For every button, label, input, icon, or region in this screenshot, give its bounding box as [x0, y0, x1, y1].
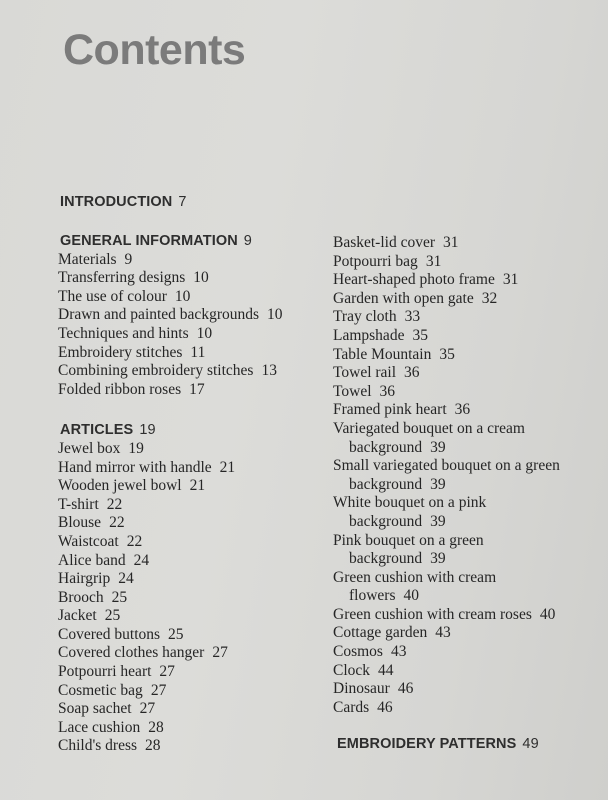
entry-page: 25 — [168, 625, 184, 643]
toc-entry — [58, 288, 328, 307]
toc-entry — [58, 269, 328, 288]
entry-page: 31 — [425, 252, 442, 270]
entry-title: Table Mountain — [333, 345, 432, 363]
entry-page: 10 — [196, 324, 213, 342]
entry-title: Green cushion with cream roses — [333, 605, 532, 623]
entry-page: 35 — [412, 326, 428, 344]
entry-title: Lace cushion — [58, 718, 141, 736]
entry-page: 39 — [430, 438, 446, 456]
toc-entry — [58, 607, 328, 626]
entry-page: 24 — [133, 551, 150, 569]
toc-entry-continuation — [333, 587, 593, 606]
toc-entry-continuation — [333, 439, 593, 458]
toc-entry — [333, 662, 593, 681]
heading-label: GENERAL INFORMATION — [60, 233, 238, 249]
toc-entry — [333, 606, 593, 625]
entry-page: 36 — [379, 382, 396, 400]
toc-entry — [58, 682, 328, 701]
entry-page: 31 — [443, 234, 459, 251]
entry-page: 10 — [267, 306, 283, 324]
entry-title: Waistcoat — [58, 532, 119, 550]
entry-title: Pink bouquet on a green — [333, 531, 484, 549]
entry-title: Cards — [333, 698, 370, 716]
entry-title: Hairgrip — [58, 570, 111, 588]
toc-entry — [58, 552, 328, 571]
toc-entry — [58, 737, 328, 756]
entry-page: 39 — [430, 512, 446, 530]
entry-title-continued: background — [349, 512, 423, 530]
toc-entry — [58, 514, 328, 533]
entry-title: Child's dress — [58, 737, 138, 755]
entry-title: Lampshade — [333, 326, 405, 344]
entry-title: Wooden jewel bowl — [58, 477, 182, 495]
toc-column-right — [333, 234, 593, 717]
entry-title: Folded ribbon roses — [58, 380, 182, 398]
toc-entry — [58, 381, 328, 400]
toc-entry — [333, 364, 593, 383]
entry-title: Potpourri bag — [333, 252, 418, 270]
toc-heading-articles — [60, 421, 328, 440]
entry-title: Jacket — [58, 607, 97, 625]
entry-title: Brooch — [58, 588, 104, 606]
entry-page: 32 — [481, 289, 498, 307]
entry-title: Basket-lid cover — [333, 234, 436, 251]
entry-page: 31 — [502, 271, 519, 289]
toc-entry — [333, 383, 593, 402]
entry-page: 27 — [139, 700, 156, 718]
toc-entry — [333, 532, 593, 551]
toc-entry — [58, 344, 328, 363]
toc-entry — [333, 420, 593, 439]
entry-title: Jewel box — [58, 439, 121, 457]
toc-entry — [58, 306, 328, 325]
entry-page: 43 — [435, 624, 451, 642]
heading-page: 7 — [178, 194, 187, 210]
toc-entry — [333, 234, 593, 253]
entry-page: 27 — [150, 681, 167, 699]
entry-title-continued: flowers — [349, 587, 396, 605]
entry-title: Green cushion with cream — [333, 568, 497, 586]
entry-page: 22 — [106, 495, 123, 513]
toc-entry — [58, 477, 328, 496]
entry-title: Alice band — [58, 551, 126, 569]
toc-list-articles-continued — [333, 234, 593, 717]
entry-title: Cottage garden — [333, 624, 428, 642]
heading-page: 49 — [522, 736, 539, 752]
entry-title-continued: background — [349, 475, 423, 493]
entry-title: Heart-shaped photo frame — [333, 271, 495, 289]
toc-entry — [58, 251, 328, 270]
toc-entry — [58, 700, 328, 719]
entry-title-continued: background — [349, 550, 423, 568]
toc-column-left — [58, 233, 328, 756]
toc-entry — [333, 643, 593, 662]
entry-page: 9 — [124, 250, 133, 268]
toc-heading-general-information — [60, 232, 328, 251]
toc-entry — [333, 271, 593, 290]
entry-title: Dinosaur — [333, 680, 390, 698]
toc-entry — [58, 533, 328, 552]
toc-entry — [58, 626, 328, 645]
toc-heading-embroidery-patterns — [337, 736, 539, 752]
toc-entry — [58, 325, 328, 344]
entry-page: 39 — [430, 475, 446, 493]
entry-page: 22 — [126, 532, 143, 550]
entry-title: Covered buttons — [58, 625, 161, 643]
entry-page: 40 — [539, 605, 556, 623]
toc-list-articles — [58, 440, 328, 756]
entry-title-continued: background — [349, 438, 423, 456]
toc-entry-continuation — [333, 513, 593, 532]
toc-entry-continuation — [333, 476, 593, 495]
heading-page: 19 — [139, 422, 156, 439]
entry-title: Soap sachet — [58, 700, 132, 718]
toc-list-general — [58, 251, 328, 400]
heading-label: EMBROIDERY PATTERNS — [337, 736, 517, 752]
entry-title: Cosmetic bag — [58, 681, 143, 699]
entry-title: White bouquet on a pink — [333, 494, 487, 512]
entry-page: 21 — [219, 458, 236, 476]
entry-title: Towel rail — [333, 364, 397, 382]
entry-page: 24 — [118, 570, 134, 588]
toc-entry — [333, 569, 593, 588]
entry-page: 21 — [189, 477, 206, 495]
entry-page: 33 — [404, 308, 421, 326]
entry-page: 46 — [377, 698, 393, 716]
entry-page: 25 — [111, 588, 128, 606]
entry-page: 27 — [159, 663, 175, 681]
toc-entry — [333, 308, 593, 327]
toc-entry — [333, 680, 593, 699]
toc-entry — [333, 699, 593, 718]
entry-page: 46 — [397, 680, 414, 698]
entry-page: 11 — [190, 343, 206, 361]
entry-title: The use of colour — [58, 287, 167, 305]
entry-title: Hand mirror with handle — [58, 458, 212, 476]
toc-entry — [58, 663, 328, 682]
toc-entry — [333, 290, 593, 309]
entry-page: 36 — [404, 364, 420, 382]
entry-page: 17 — [189, 380, 205, 398]
entry-page: 10 — [174, 287, 191, 305]
toc-entry — [58, 459, 328, 478]
entry-title: Garden with open gate — [333, 289, 474, 307]
entry-title: Clock — [333, 661, 371, 679]
toc-entry — [58, 362, 328, 381]
entry-title: Embroidery stitches — [58, 343, 183, 361]
entry-page: 35 — [439, 345, 455, 363]
entry-page: 27 — [212, 644, 228, 662]
entry-title: Techniques and hints — [58, 324, 189, 342]
entry-title: Tray cloth — [333, 308, 397, 326]
entry-title: Small variegated bouquet on a green — [333, 457, 560, 475]
toc-entry — [333, 494, 593, 513]
entry-page: 28 — [148, 718, 164, 736]
heading-label: ARTICLES — [60, 422, 134, 439]
entry-title: Covered clothes hanger — [58, 644, 205, 662]
toc-entry — [58, 570, 328, 589]
toc-entry — [333, 346, 593, 365]
heading-page: 9 — [243, 233, 252, 249]
toc-entry — [333, 327, 593, 346]
toc-entry — [333, 253, 593, 272]
toc-entry — [58, 644, 328, 663]
entry-title: Framed pink heart — [333, 401, 447, 419]
toc-entry — [333, 457, 593, 476]
entry-page: 10 — [193, 269, 209, 287]
entry-title: T-shirt — [58, 495, 99, 513]
entry-page: 44 — [378, 661, 394, 679]
toc-entry — [333, 624, 593, 643]
toc-entry — [58, 719, 328, 738]
entry-title: Towel — [333, 382, 372, 400]
entry-title: Materials — [58, 250, 117, 268]
entry-page: 40 — [403, 587, 419, 605]
entry-page: 36 — [454, 401, 471, 419]
heading-label: INTRODUCTION — [60, 194, 173, 210]
entry-page: 39 — [430, 550, 446, 568]
entry-title: Potpourri heart — [58, 663, 152, 681]
entry-title: Combining embroidery stitches — [58, 362, 254, 380]
entry-title: Variegated bouquet on a cream — [333, 419, 525, 437]
toc-heading-introduction — [60, 194, 187, 210]
toc-entry-continuation — [333, 550, 593, 569]
entry-title: Cosmos — [333, 643, 383, 661]
entry-title: Blouse — [58, 514, 102, 532]
page-title: Contents — [63, 26, 246, 74]
toc-entry — [58, 496, 328, 515]
toc-entry — [333, 401, 593, 420]
entry-title: Drawn and painted backgrounds — [58, 306, 260, 324]
entry-page: 22 — [109, 514, 125, 532]
entry-title: Transferring designs — [58, 269, 186, 287]
entry-page: 19 — [128, 439, 144, 457]
toc-entry — [58, 440, 328, 459]
entry-page: 13 — [261, 362, 277, 380]
entry-page: 25 — [104, 607, 121, 625]
entry-page: 43 — [390, 643, 407, 661]
entry-page: 28 — [145, 737, 161, 755]
toc-entry — [58, 589, 328, 608]
